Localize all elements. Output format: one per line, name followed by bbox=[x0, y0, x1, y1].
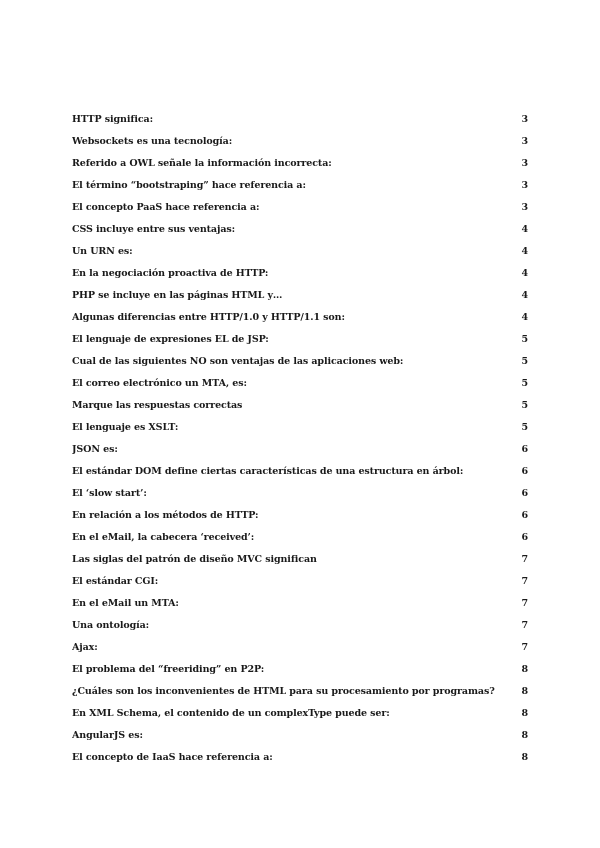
toc-entry[interactable] bbox=[72, 640, 528, 662]
toc-entry[interactable] bbox=[72, 684, 528, 706]
toc-entry-title: Cual de las siguientes NO son ventajas de las aplicaciones web: bbox=[72, 356, 404, 367]
toc-entry[interactable] bbox=[72, 398, 528, 420]
toc-entry-title: CSS incluye entre sus ventajas: bbox=[72, 224, 236, 235]
toc-entry[interactable] bbox=[72, 112, 528, 134]
toc-entry[interactable] bbox=[72, 266, 528, 288]
toc-entry-page: 5 bbox=[521, 356, 528, 367]
toc-entry[interactable] bbox=[72, 486, 528, 508]
toc-entry[interactable] bbox=[72, 508, 528, 530]
toc-entry-page: 8 bbox=[521, 730, 528, 741]
toc-entry-title: JSON es: bbox=[72, 444, 118, 455]
toc-entry-title: El lenguaje de expresiones EL de JSP: bbox=[72, 334, 269, 345]
toc-entry[interactable] bbox=[72, 200, 528, 222]
toc-entry[interactable] bbox=[72, 442, 528, 464]
toc-entry[interactable] bbox=[72, 574, 528, 596]
toc-entry-title: En el eMail un MTA: bbox=[72, 598, 179, 609]
toc-entry-title: En el eMail, la cabecera ‘received’: bbox=[72, 532, 255, 543]
toc-entry[interactable] bbox=[72, 332, 528, 354]
toc-entry-page: 4 bbox=[521, 246, 528, 257]
toc-entry-title: ¿Cuáles son los inconvenientes de HTML para su procesamiento por programas? bbox=[72, 686, 495, 697]
toc-entry-title: Marque las respuestas correctas bbox=[72, 400, 243, 411]
toc-entry-page: 5 bbox=[521, 378, 528, 389]
toc-entry-page: 3 bbox=[521, 180, 528, 191]
toc-entry[interactable] bbox=[72, 706, 528, 728]
toc-entry-page: 6 bbox=[521, 444, 528, 455]
toc-entry[interactable] bbox=[72, 464, 528, 486]
toc-entry-page: 3 bbox=[521, 136, 528, 147]
toc-entry[interactable] bbox=[72, 310, 528, 332]
toc-entry[interactable] bbox=[72, 178, 528, 200]
toc-entry-title: Una ontología: bbox=[72, 620, 150, 631]
toc-entry-page: 4 bbox=[521, 268, 528, 279]
toc-entry-page: 3 bbox=[521, 202, 528, 213]
toc-entry-title: El problema del “freeriding” en P2P: bbox=[72, 664, 265, 675]
toc-entry-page: 4 bbox=[521, 224, 528, 235]
toc-entry-title: Websockets es una tecnología: bbox=[72, 136, 233, 147]
toc-entry-page: 6 bbox=[521, 510, 528, 521]
toc-entry-page: 8 bbox=[521, 686, 528, 697]
toc-entry[interactable] bbox=[72, 244, 528, 266]
toc-entry[interactable] bbox=[72, 728, 528, 750]
toc-entry-page: 7 bbox=[521, 598, 528, 609]
toc-entry-title: El estándar DOM define ciertas características de una estructura en árbol: bbox=[72, 466, 464, 477]
toc-entry-page: 5 bbox=[521, 400, 528, 411]
toc-entry[interactable] bbox=[72, 134, 528, 156]
toc-entry-title: Un URN es: bbox=[72, 246, 133, 257]
toc-entry-page: 5 bbox=[521, 334, 528, 345]
toc-entry-page: 8 bbox=[521, 752, 528, 763]
toc-entry[interactable] bbox=[72, 420, 528, 442]
toc-entry-title: El correo electrónico un MTA, es: bbox=[72, 378, 247, 389]
toc-entry-page: 4 bbox=[521, 312, 528, 323]
toc-entry[interactable] bbox=[72, 156, 528, 178]
toc-entry[interactable] bbox=[72, 288, 528, 310]
toc-entry[interactable] bbox=[72, 222, 528, 244]
toc-entry-page: 6 bbox=[521, 488, 528, 499]
toc-entry[interactable] bbox=[72, 618, 528, 640]
toc-entry-page: 3 bbox=[521, 114, 528, 125]
toc-entry-title: Referido a OWL señale la información incorrecta: bbox=[72, 158, 332, 169]
toc-entry[interactable] bbox=[72, 750, 528, 772]
toc-entry-title: PHP se incluye en las páginas HTML y… bbox=[72, 290, 283, 301]
toc-entry-page: 4 bbox=[521, 290, 528, 301]
toc-entry-title: AngularJS es: bbox=[72, 730, 143, 741]
table-of-contents bbox=[72, 112, 528, 772]
toc-entry[interactable] bbox=[72, 530, 528, 552]
toc-entry-title: El concepto de IaaS hace referencia a: bbox=[72, 752, 273, 763]
toc-entry[interactable] bbox=[72, 354, 528, 376]
toc-entry-title: HTTP significa: bbox=[72, 114, 153, 125]
toc-entry-page: 6 bbox=[521, 466, 528, 477]
toc-entry[interactable] bbox=[72, 552, 528, 574]
toc-entry-page: 7 bbox=[521, 642, 528, 653]
toc-entry-page: 8 bbox=[521, 708, 528, 719]
toc-entry-title: Ajax: bbox=[72, 642, 98, 653]
toc-entry[interactable] bbox=[72, 662, 528, 684]
toc-entry[interactable] bbox=[72, 596, 528, 618]
toc-entry-page: 8 bbox=[521, 664, 528, 675]
toc-entry-page: 3 bbox=[521, 158, 528, 169]
toc-entry-page: 6 bbox=[521, 532, 528, 543]
toc-entry-title: Las siglas del patrón de diseño MVC significan bbox=[72, 554, 317, 565]
toc-entry-title: El estándar CGI: bbox=[72, 576, 159, 587]
toc-entry-title: El ‘slow start’: bbox=[72, 488, 147, 499]
toc-entry-title: En la negociación proactiva de HTTP: bbox=[72, 268, 269, 279]
toc-entry-title: El lenguaje es XSLT: bbox=[72, 422, 179, 433]
toc-entry-page: 7 bbox=[521, 554, 528, 565]
toc-entry-title: El concepto PaaS hace referencia a: bbox=[72, 202, 260, 213]
toc-entry-page: 7 bbox=[521, 576, 528, 587]
toc-entry-title: Algunas diferencias entre HTTP/1.0 y HTTP/1.1 son: bbox=[72, 312, 345, 323]
toc-entry-title: En relación a los métodos de HTTP: bbox=[72, 510, 259, 521]
toc-entry-page: 7 bbox=[521, 620, 528, 631]
toc-entry[interactable] bbox=[72, 376, 528, 398]
toc-entry-title: En XML Schema, el contenido de un complexType puede ser: bbox=[72, 708, 390, 719]
toc-entry-title: El término “bootstraping” hace referencia a: bbox=[72, 180, 306, 191]
toc-entry-page: 5 bbox=[521, 422, 528, 433]
